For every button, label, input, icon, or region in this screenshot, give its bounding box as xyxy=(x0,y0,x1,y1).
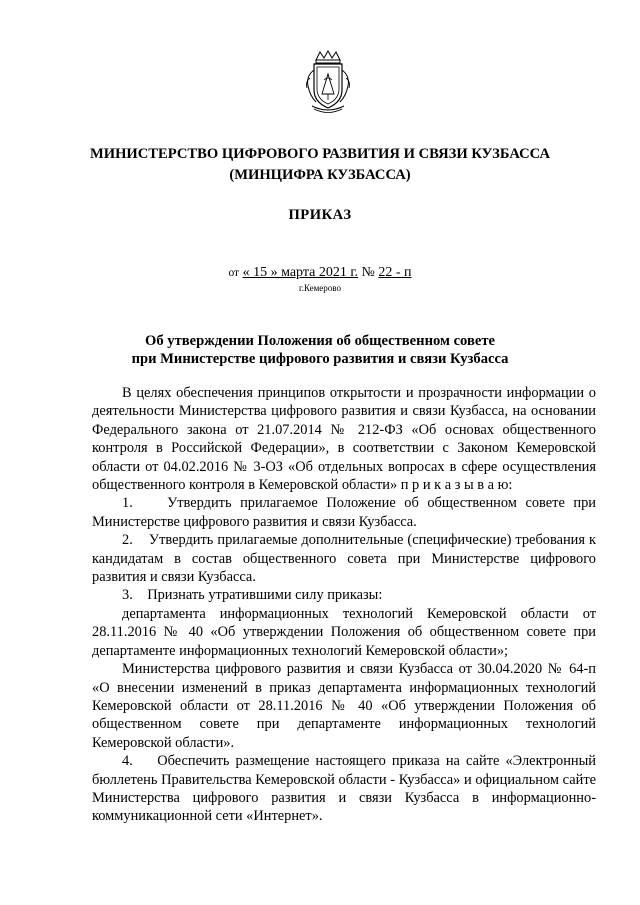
item-4 xyxy=(92,752,596,826)
number-prefix: № xyxy=(361,265,375,280)
order-number: 22 - п xyxy=(378,265,412,280)
item-2-text: Утвердить прилагаемые дополнительные (специфические) требования к кандидатам в состав общественного совета при Министерстве цифрового развития и связи Кузбасса. xyxy=(92,532,596,586)
preamble-paragraph: В целях обеспечения принципов открытости и прозрачности информации о деятельности Министерства цифрового развития и связи Кузбасса, на основании Федерального закона от 21.07.2014 № 212-ФЗ «Об основах общественного контроля в Российской Федерации», в соответствии с Законом Кемеровской области от 04.02.2016 № 3-ОЗ «Об отдельных вопросах в сфере осуществления общественного контроля в Кемеровской области» п р и к а з ы в а ю: xyxy=(92,385,596,494)
ministry-short-name: (МИНЦИФРА КУЗБАССА) xyxy=(229,167,411,183)
subject-line-2: при Министерстве цифрового развития и связи Кузбасса xyxy=(131,351,509,367)
coat-of-arms-emblem xyxy=(300,50,356,114)
city: г.Кемерово xyxy=(299,283,341,293)
item-1 xyxy=(92,494,596,531)
item-2 xyxy=(92,531,596,586)
item-2-number: 2. xyxy=(122,532,133,549)
item-3-sub-a: департамента информационных технологий Кемеровской области от 28.11.2016 № 40 «Об утверждении Положения об общественном совете при департаменте информационных технологий Кемеровской области»; xyxy=(92,605,596,659)
order-date-line xyxy=(0,265,640,281)
ministry-name: МИНИСТЕРСТВО ЦИФРОВОГО РАЗВИТИЯ И СВЯЗИ КУЗБАССА xyxy=(89,146,551,162)
item-1-text: Утвердить прилагаемое Положение об общественном совете при Министерстве цифрового развития и связи Кузбасса. xyxy=(92,495,596,530)
item-3-sub-b: Министерства цифрового развития и связи Кузбасса от 30.04.2020 № 64-п «О внесении изменений в приказ департамента информационных технологий Кемеровской области от 28.11.2016 № 40 «Об утверждении Положения об общественном совете при департаменте информационных технологий Кемеровской области». xyxy=(92,661,596,751)
item-3-text: Признать утратившими силу приказы: xyxy=(147,587,383,604)
order-date: « 15 » марта 2021 г. xyxy=(242,265,359,280)
subject-line-1: Об утверждении Положения об общественном совете xyxy=(144,333,495,349)
item-4-number: 4. xyxy=(122,753,133,770)
item-4-text: Обеспечить размещение настоящего приказа на сайте «Электронный бюллетень Правительства Кемеровской области - Кузбасса» и официальном сайте Министерства цифрового развития и связи Кузбасса в информационно-коммуникационной сети «Интернет». xyxy=(92,753,596,825)
item-1-number: 1. xyxy=(122,495,133,512)
order-body xyxy=(92,384,596,826)
document-type: ПРИКАЗ xyxy=(288,207,352,223)
date-prefix: от xyxy=(228,267,240,279)
item-3-number: 3. xyxy=(122,587,133,604)
item-3 xyxy=(92,586,596,604)
